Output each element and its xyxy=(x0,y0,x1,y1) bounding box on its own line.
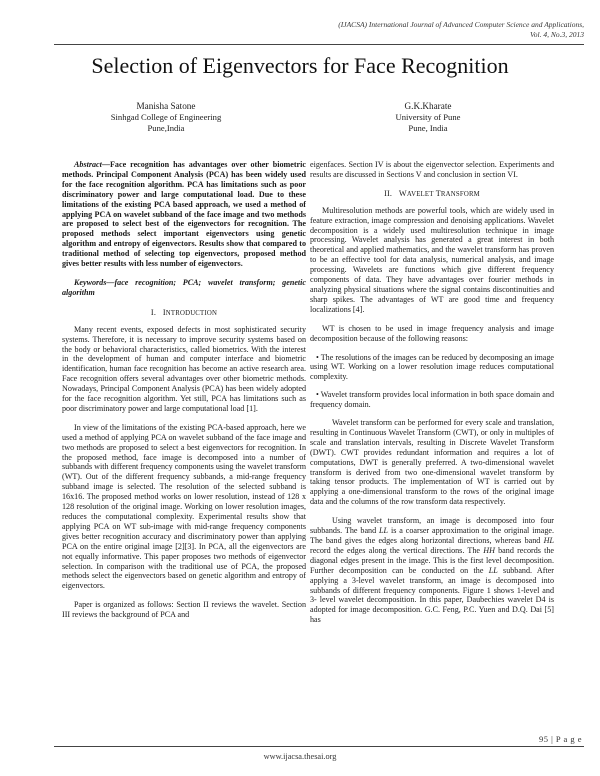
paper-title: Selection of Eigenvectors for Face Recognition xyxy=(91,53,509,78)
paragraph: In view of the limitations of the existing PCA-based approach, here we used a method of applying PCA on wavelet subband of the face image and two methods are proposed to select a best eigenvectors for recognition. In the proposed method, face image is decomposed into a number of subbands with different frequency components using the wavelet transform (WT). Out of the different frequency subbands, a mid-range frequency subband image is selected. The resolution of the selected subband is 16x16. The proposed method works on lower resolution, instead of 128 x 128 resolution of the original image. Working on lower resolution images, reduces the computational complexity. Experimental results show that applying PCA on WT sub-image with mid-range frequency components gives better recognition accuracy and discriminatory power than applying PCA on the entire original image [2][3]. In PCA, all the eigenvectors are not equally informative. This paper proposes two methods of eigenvector selection. In comparison with the traditional use of PCA, the proposed methods select the eigenvectors based on genetic algorithm and entropy of eigenvectors. xyxy=(62,422,306,591)
journal-header xyxy=(224,20,584,40)
paragraph: Paper is organized as follows: Section II reviews the wavelet. Section III reviews the background of PCA and xyxy=(62,600,306,620)
abstract-label: Abstract— xyxy=(74,160,110,169)
author-name: G.K.Kharate xyxy=(404,101,452,111)
paragraph: Wavelet transform can be performed for every scale and translation, resulting in Continuous Wavelet Transform (CWT), or only in multiples of scale and translation intervals, resulting in Discrete Wavelet Transform (DWT). CWT provides redundant information and requires a lot of computations, DWT is generally preferred. A two-dimensional wavelet transform is derived from two one-dimensional wavelet transform by taking tensor products. The implementation of WT is carried out by applying a one-dimensional transform to the rows of the original image data and the columns of the row transform data respectively. xyxy=(310,418,554,507)
header-rule xyxy=(54,44,584,45)
author-name: Manisha Satone xyxy=(136,101,196,111)
bullet-item: • The resolutions of the images can be reduced by decomposing an image using WT. Working on a lower resolution image reduces computational complexity. xyxy=(310,352,554,382)
abstract-text: Face recognition has advantages over other biometric methods. Principal Component Analysis (PCA) has been widely used for the face recognition algorithm. PCA has limitations such as poor discriminatory power and large computational load. Due to these limitations of the existing PCA based approach, we used a method of applying PCA on wavelet subband of the face image and two methods are proposed to select best of the eigenvectors for recognition. The proposed methods select important eigenvectors using genetic algorithm and entropy of eigenvectors. Results show that compared to traditional method of selecting top eigenvectors, proposed method gives better results with less number of eigenvectors. xyxy=(62,160,306,269)
author-location: Pune, India xyxy=(408,123,448,134)
author-location: Pune,India xyxy=(147,123,185,134)
section-heading-introduction: I. INTRODUCTION xyxy=(150,307,218,317)
left-column xyxy=(62,160,306,629)
page-number: 95 | P a g e xyxy=(538,734,582,744)
journal-name: (IJACSA) International Journal of Advanced Computer Science and Applications, xyxy=(338,20,584,29)
keywords: Keywords—face recognition; PCA; wavelet transform; genetic algorithm xyxy=(62,277,306,297)
author-affiliation: Sinhgad College of Engineering xyxy=(110,112,222,123)
paragraph: Using wavelet transform, an image is decomposed into four subbands. The band LL is a coarser approximation to the original image. The band gives the edges along horizontal directions, whereas band HL record the edges along the vertical directions. The HH band records the diagonal edges present in the image. This is the first level decomposition. Further decomposition can be conducted on the LL subband. After applying a 3-level wavelet transform, an image is decomposed into subbands of different frequency components. Figure 1 shows 1-level and 3- level wavelet decomposition. In this paper, Daubechies wavelet D4 is adopted for image decomposition. G.C. Feng, P.C. Yuen and D.Q. Dai [5] has xyxy=(310,516,555,625)
paragraph: eigenfaces. Section IV is about the eigenvector selection. Experiments and results are discussed in Sections V and conclusion in section VI. xyxy=(310,160,554,179)
author-affiliation: University of Pune xyxy=(395,112,461,123)
paragraph: WT is chosen to be used in image frequency analysis and image decomposition because of the following reasons: xyxy=(310,323,554,343)
abstract xyxy=(62,160,306,269)
author-block-2 xyxy=(328,101,528,135)
author-block-1 xyxy=(66,101,266,135)
section-heading-wavelet-transform: II. WAVELET TRANSFORM xyxy=(384,188,480,198)
bullet-item: • Wavelet transform provides local information in both space domain and frequency domain. xyxy=(310,390,554,410)
right-column xyxy=(310,160,554,634)
journal-volume: Vol. 4, No.3, 2013 xyxy=(530,30,584,39)
paragraph: Many recent events, exposed defects in most sophisticated security systems. Therefore, it is necessary to improve security systems based on the body or behavioral characteristics, called biometrics. With the interest in the development of human and computer interface and biometric identification, human face recognition has become an active research area. Face recognition offers several advantages over other biometric methods. Nowadays, Principal Component Analysis (PCA) has been widely adopted for the face recognition algorithm. Yet still, PCA has limitations such as poor discriminatory power and large computational load [1]. xyxy=(62,324,306,413)
journal-url[interactable]: www.ijacsa.thesai.org xyxy=(263,752,337,761)
paragraph: Multiresolution methods are powerful tools, which are widely used in feature extraction, image compression and denoising applications. Wavelet decomposition is a widely used multiresolution technique in image processing. Wavelet analysis has generated a great interest in both theoretical and applied mathematics, and the wavelet transform has proven to be an effective tool for data analysis, numerical analysis, and image processing. Wavelets are functions which give different frequency components of data. They have advantages over fourier methods in analyzing physical situations where the signal contains discontinuities and sharp spikes. The advantages of WT are good time and frequency localizations [4]. xyxy=(310,205,554,314)
footer-rule xyxy=(54,746,584,747)
